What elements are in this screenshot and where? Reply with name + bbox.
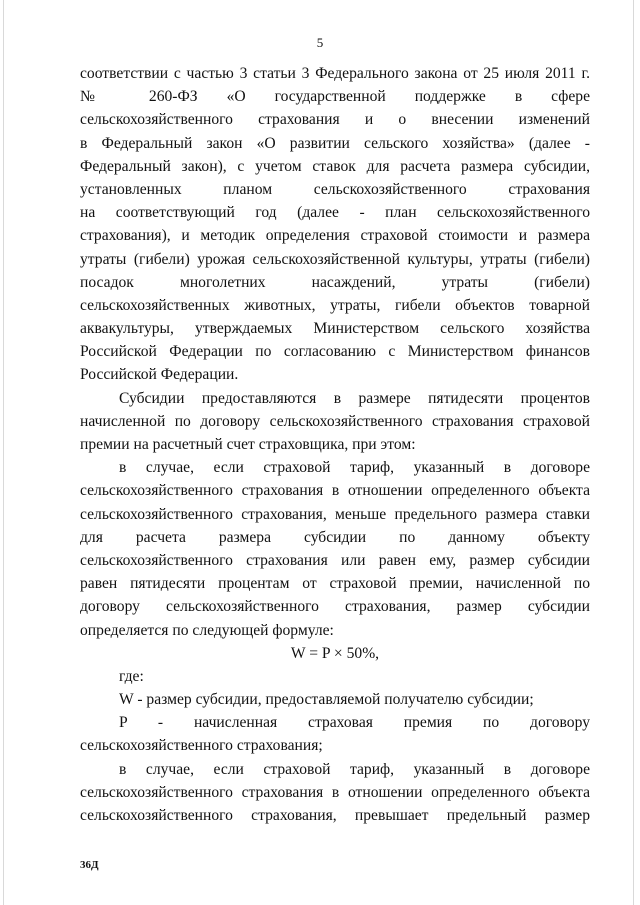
footer-code: 36Д [80, 859, 99, 871]
text-line: сельскохозяйственных животных, утраты, гибели объектов товарной [80, 296, 590, 314]
text-line: Российской Федерации по согласованию с Министерством финансов [80, 343, 590, 361]
text-line: № 260-ФЗ «О государственной поддержке в сфере [80, 88, 590, 106]
text-line: в случае, если страховой тариф, указанный в договоре [119, 760, 590, 778]
text-line: Субсидии предоставляются в размере пятидесяти процентов [119, 389, 590, 407]
text-line: в Федеральный закон «О развитии сельского хозяйства» (далее - [80, 134, 590, 152]
text-line: где: [119, 667, 144, 685]
text-line: сельскохозяйственного страхования, превышает предельный размер [80, 807, 590, 824]
text-line: сельскохозяйственного страхования в отношении определенного объекта [80, 783, 590, 801]
text-line: сельскохозяйственного страхования в отношении определенного объекта [80, 482, 590, 500]
text-line: договору сельскохозяйственного страхования, размер субсидии [80, 598, 590, 616]
scan-edge-right [633, 0, 634, 905]
text-line: утраты (гибели) урожая сельскохозяйственной культуры, утраты (гибели) [80, 250, 590, 268]
text-line: начисленной по договору сельскохозяйственного страхования страховой [80, 412, 590, 430]
text-line: посадок многолетних насаждений, утраты (гибели) [80, 273, 590, 291]
text-line: страхования), и методик определения страховой стоимости и размера [80, 227, 590, 245]
text-line: сельскохозяйственного страхования; [80, 737, 323, 755]
text-line: для расчета размера субсидии по данному объекту [80, 528, 590, 546]
document-body [80, 62, 590, 827]
text-line: Федеральный закон), с учетом ставок для расчета размера субсидии, [80, 157, 590, 175]
text-line: соответствии с частью 3 статьи 3 Федерального закона от 25 июля 2011 г. [80, 65, 590, 82]
text-line: премии на расчетный счет страховщика, при этом: [80, 436, 416, 453]
text-line: на соответствующий год (далее - план сельскохозяйственного [80, 204, 590, 222]
text-line: Российской Федерации. [80, 366, 239, 384]
text-line: в случае, если страховой тариф, указанный в договоре [119, 459, 590, 477]
text-line: установленных планом сельскохозяйственного страхования [80, 180, 590, 198]
text-line: определяется по следующей формуле: [80, 621, 334, 639]
text-line: W - размер субсидии, предоставляемой получателю субсидии; [119, 691, 534, 709]
text-line: сельскохозяйственного страхования, меньше предельного размера ставки [80, 505, 590, 523]
text-line: сельскохозяйственного страхования или равен ему, размер субсидии [80, 551, 590, 569]
scan-edge-left [3, 0, 4, 905]
page-number: 5 [316, 35, 324, 50]
text-line: аквакультуры, утверждаемых Министерством сельского хозяйства [80, 320, 590, 338]
formula-line: W = P × 50%, [290, 644, 380, 662]
text-line: P - начисленная страховая премия по договору [119, 714, 590, 732]
text-line: сельскохозяйственного страхования и о внесении изменений [80, 111, 590, 129]
text-line: равен пятидесяти процентам от страховой премии, начисленной по [80, 575, 590, 593]
